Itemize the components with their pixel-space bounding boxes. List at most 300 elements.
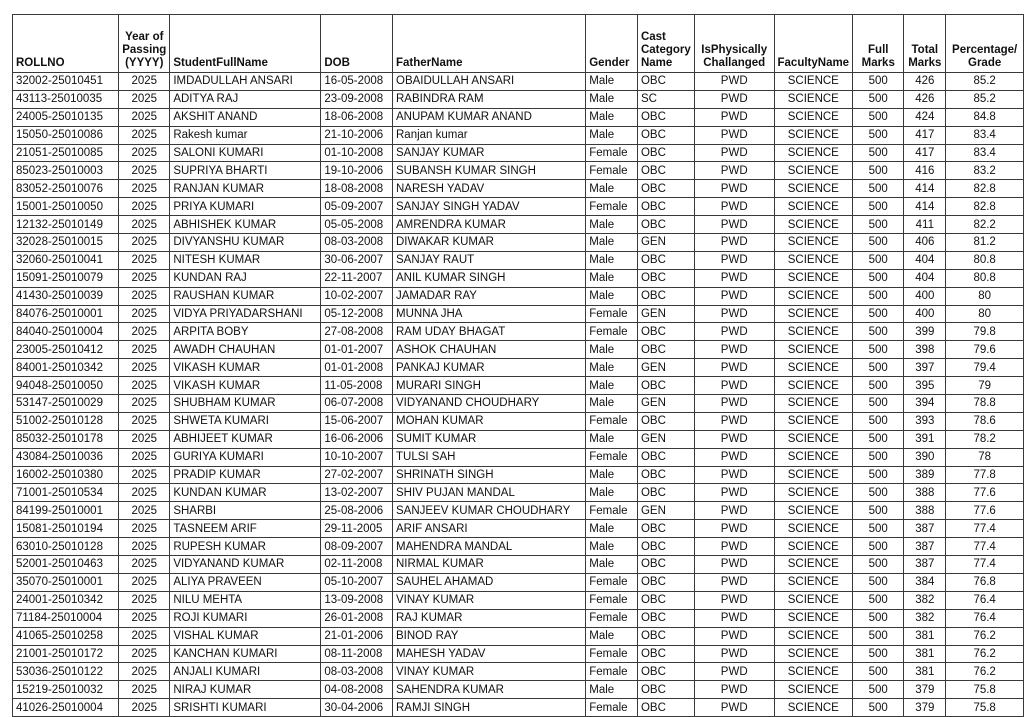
percentage-cell: 76.2 xyxy=(946,645,1024,663)
cast-category-cell: OBC xyxy=(637,609,694,627)
gender-cell: Female xyxy=(586,448,638,466)
cast-category-cell: OBC xyxy=(637,645,694,663)
full-marks-cell: 500 xyxy=(853,90,904,108)
father-name-cell: SUBANSH KUMAR SINGH xyxy=(393,162,586,180)
gender-cell: Male xyxy=(586,538,638,556)
faculty-cell: SCIENCE xyxy=(774,627,853,645)
percentage-cell: 76.4 xyxy=(946,591,1024,609)
faculty-cell: SCIENCE xyxy=(774,663,853,681)
gender-cell: Male xyxy=(586,90,638,108)
dob-cell: 01-10-2008 xyxy=(321,144,393,162)
table-body xyxy=(13,73,1024,717)
total-marks-cell: 414 xyxy=(904,180,946,198)
rollno-cell: 84040-25010004 xyxy=(13,323,119,341)
physically-challanged-cell: PWD xyxy=(694,627,774,645)
percentage-cell: 80.8 xyxy=(946,269,1024,287)
student-name-cell: SHUBHAM KUMAR xyxy=(170,395,321,413)
student-name-cell: RUPESH KUMAR xyxy=(170,538,321,556)
full-marks-cell: 500 xyxy=(853,359,904,377)
physically-challanged-cell: PWD xyxy=(694,90,774,108)
cast-category-cell: GEN xyxy=(637,502,694,520)
gender-cell: Female xyxy=(586,198,638,216)
rollno-cell: 23005-25010412 xyxy=(13,341,119,359)
full-marks-cell: 500 xyxy=(853,520,904,538)
student-name-cell: NILU MEHTA xyxy=(170,591,321,609)
year-cell: 2025 xyxy=(119,251,170,269)
rollno-cell: 71001-25010534 xyxy=(13,484,119,502)
physically-challanged-cell: PWD xyxy=(694,395,774,413)
physically-challanged-cell: PWD xyxy=(694,234,774,252)
cast-category-cell: GEN xyxy=(637,305,694,323)
year-cell: 2025 xyxy=(119,627,170,645)
year-cell: 2025 xyxy=(119,591,170,609)
full-marks-cell: 500 xyxy=(853,180,904,198)
dob-cell: 30-06-2007 xyxy=(321,251,393,269)
father-name-cell: BINOD RAY xyxy=(393,627,586,645)
percentage-cell: 75.8 xyxy=(946,699,1024,717)
col-header-cast-category: Cast Category Name xyxy=(637,15,694,73)
percentage-cell: 78 xyxy=(946,448,1024,466)
year-cell: 2025 xyxy=(119,73,170,91)
rollno-cell: 53036-25010122 xyxy=(13,663,119,681)
faculty-cell: SCIENCE xyxy=(774,645,853,663)
table-row xyxy=(13,287,1024,305)
father-name-cell: SANJEEV KUMAR CHOUDHARY xyxy=(393,502,586,520)
dob-cell: 13-09-2008 xyxy=(321,591,393,609)
gender-cell: Male xyxy=(586,216,638,234)
cast-category-cell: OBC xyxy=(637,108,694,126)
full-marks-cell: 500 xyxy=(853,144,904,162)
rollno-cell: 15050-25010086 xyxy=(13,126,119,144)
physically-challanged-cell: PWD xyxy=(694,359,774,377)
faculty-cell: SCIENCE xyxy=(774,466,853,484)
table-row xyxy=(13,216,1024,234)
year-cell: 2025 xyxy=(119,502,170,520)
father-name-cell: SANJAY RAUT xyxy=(393,251,586,269)
father-name-cell: MOHAN KUMAR xyxy=(393,412,586,430)
gender-cell: Male xyxy=(586,234,638,252)
cast-category-cell: OBC xyxy=(637,699,694,717)
faculty-cell: SCIENCE xyxy=(774,395,853,413)
year-cell: 2025 xyxy=(119,108,170,126)
total-marks-cell: 397 xyxy=(904,359,946,377)
rollno-cell: 35070-25010001 xyxy=(13,573,119,591)
table-row xyxy=(13,269,1024,287)
rollno-cell: 24005-25010135 xyxy=(13,108,119,126)
student-name-cell: SALONI KUMARI xyxy=(170,144,321,162)
physically-challanged-cell: PWD xyxy=(694,73,774,91)
col-header-father-name: FatherName xyxy=(393,15,586,73)
father-name-cell: TULSI SAH xyxy=(393,448,586,466)
table-row xyxy=(13,484,1024,502)
total-marks-cell: 381 xyxy=(904,663,946,681)
gender-cell: Male xyxy=(586,466,638,484)
cast-category-cell: OBC xyxy=(637,377,694,395)
gender-cell: Female xyxy=(586,591,638,609)
rollno-cell: 15091-25010079 xyxy=(13,269,119,287)
rollno-cell: 32060-25010041 xyxy=(13,251,119,269)
dob-cell: 30-04-2006 xyxy=(321,699,393,717)
cast-category-cell: OBC xyxy=(637,251,694,269)
dob-cell: 01-01-2007 xyxy=(321,341,393,359)
student-name-cell: ABHISHEK KUMAR xyxy=(170,216,321,234)
cast-category-cell: GEN xyxy=(637,430,694,448)
dob-cell: 18-06-2008 xyxy=(321,108,393,126)
dob-cell: 06-07-2008 xyxy=(321,395,393,413)
total-marks-cell: 404 xyxy=(904,269,946,287)
gender-cell: Female xyxy=(586,609,638,627)
student-name-cell: PRIYA KUMARI xyxy=(170,198,321,216)
full-marks-cell: 500 xyxy=(853,699,904,717)
father-name-cell: RABINDRA RAM xyxy=(393,90,586,108)
cast-category-cell: GEN xyxy=(637,395,694,413)
table-row xyxy=(13,645,1024,663)
rollno-cell: 32002-25010451 xyxy=(13,73,119,91)
physically-challanged-cell: PWD xyxy=(694,108,774,126)
faculty-cell: SCIENCE xyxy=(774,430,853,448)
year-cell: 2025 xyxy=(119,663,170,681)
father-name-cell: MAHESH YADAV xyxy=(393,645,586,663)
dob-cell: 23-09-2008 xyxy=(321,90,393,108)
year-cell: 2025 xyxy=(119,609,170,627)
gender-cell: Female xyxy=(586,305,638,323)
gender-cell: Female xyxy=(586,645,638,663)
full-marks-cell: 500 xyxy=(853,395,904,413)
rollno-cell: 53147-25010029 xyxy=(13,395,119,413)
table-row xyxy=(13,126,1024,144)
full-marks-cell: 500 xyxy=(853,269,904,287)
results-table xyxy=(12,14,1024,717)
year-cell: 2025 xyxy=(119,430,170,448)
total-marks-cell: 387 xyxy=(904,538,946,556)
dob-cell: 22-11-2007 xyxy=(321,269,393,287)
cast-category-cell: OBC xyxy=(637,448,694,466)
table-row xyxy=(13,627,1024,645)
rollno-cell: 41065-25010258 xyxy=(13,627,119,645)
dob-cell: 01-01-2008 xyxy=(321,359,393,377)
table-row xyxy=(13,412,1024,430)
year-cell: 2025 xyxy=(119,216,170,234)
col-header-total-marks: Total Marks xyxy=(904,15,946,73)
rollno-cell: 24001-25010342 xyxy=(13,591,119,609)
rollno-cell: 63010-25010128 xyxy=(13,538,119,556)
student-name-cell: ARPITA BOBY xyxy=(170,323,321,341)
father-name-cell: PANKAJ KUMAR xyxy=(393,359,586,377)
gender-cell: Male xyxy=(586,251,638,269)
full-marks-cell: 500 xyxy=(853,484,904,502)
table-row xyxy=(13,538,1024,556)
year-cell: 2025 xyxy=(119,198,170,216)
total-marks-cell: 424 xyxy=(904,108,946,126)
percentage-cell: 77.6 xyxy=(946,502,1024,520)
table-row xyxy=(13,609,1024,627)
father-name-cell: SAUHEL AHAMAD xyxy=(393,573,586,591)
full-marks-cell: 500 xyxy=(853,466,904,484)
percentage-cell: 82.8 xyxy=(946,180,1024,198)
col-header-dob: DOB xyxy=(321,15,393,73)
year-cell: 2025 xyxy=(119,234,170,252)
student-name-cell: ROJI KUMARI xyxy=(170,609,321,627)
percentage-cell: 76.2 xyxy=(946,663,1024,681)
student-name-cell: AKSHIT ANAND xyxy=(170,108,321,126)
rollno-cell: 84001-25010342 xyxy=(13,359,119,377)
faculty-cell: SCIENCE xyxy=(774,681,853,699)
table-row xyxy=(13,323,1024,341)
percentage-cell: 76.8 xyxy=(946,573,1024,591)
father-name-cell: ARIF ANSARI xyxy=(393,520,586,538)
student-name-cell: RAUSHAN KUMAR xyxy=(170,287,321,305)
percentage-cell: 75.8 xyxy=(946,681,1024,699)
cast-category-cell: OBC xyxy=(637,538,694,556)
year-cell: 2025 xyxy=(119,323,170,341)
student-name-cell: IMDADULLAH ANSARI xyxy=(170,73,321,91)
faculty-cell: SCIENCE xyxy=(774,556,853,574)
table-header xyxy=(13,15,1024,73)
total-marks-cell: 414 xyxy=(904,198,946,216)
total-marks-cell: 426 xyxy=(904,73,946,91)
rollno-cell: 32028-25010015 xyxy=(13,234,119,252)
dob-cell: 27-08-2008 xyxy=(321,323,393,341)
gender-cell: Male xyxy=(586,681,638,699)
physically-challanged-cell: PWD xyxy=(694,645,774,663)
student-name-cell: DIVYANSHU KUMAR xyxy=(170,234,321,252)
faculty-cell: SCIENCE xyxy=(774,538,853,556)
percentage-cell: 79.4 xyxy=(946,359,1024,377)
faculty-cell: SCIENCE xyxy=(774,269,853,287)
dob-cell: 08-03-2008 xyxy=(321,234,393,252)
cast-category-cell: OBC xyxy=(637,663,694,681)
full-marks-cell: 500 xyxy=(853,502,904,520)
cast-category-cell: OBC xyxy=(637,126,694,144)
student-name-cell: NITESH KUMAR xyxy=(170,251,321,269)
gender-cell: Female xyxy=(586,323,638,341)
table-row xyxy=(13,377,1024,395)
total-marks-cell: 398 xyxy=(904,341,946,359)
physically-challanged-cell: PWD xyxy=(694,180,774,198)
year-cell: 2025 xyxy=(119,645,170,663)
full-marks-cell: 500 xyxy=(853,556,904,574)
table-row xyxy=(13,180,1024,198)
student-name-cell: KANCHAN KUMARI xyxy=(170,645,321,663)
faculty-cell: SCIENCE xyxy=(774,162,853,180)
full-marks-cell: 500 xyxy=(853,645,904,663)
percentage-cell: 77.4 xyxy=(946,556,1024,574)
cast-category-cell: OBC xyxy=(637,627,694,645)
full-marks-cell: 500 xyxy=(853,627,904,645)
year-cell: 2025 xyxy=(119,144,170,162)
col-header-year: Year of Passing (YYYY) xyxy=(119,15,170,73)
physically-challanged-cell: PWD xyxy=(694,556,774,574)
dob-cell: 08-03-2008 xyxy=(321,663,393,681)
rollno-cell: 85023-25010003 xyxy=(13,162,119,180)
full-marks-cell: 500 xyxy=(853,681,904,699)
percentage-cell: 85.2 xyxy=(946,90,1024,108)
table-row xyxy=(13,198,1024,216)
table-row xyxy=(13,466,1024,484)
percentage-cell: 81.2 xyxy=(946,234,1024,252)
rollno-cell: 83052-25010076 xyxy=(13,180,119,198)
faculty-cell: SCIENCE xyxy=(774,144,853,162)
total-marks-cell: 400 xyxy=(904,305,946,323)
rollno-cell: 15001-25010050 xyxy=(13,198,119,216)
cast-category-cell: OBC xyxy=(637,412,694,430)
father-name-cell: SANJAY SINGH YADAV xyxy=(393,198,586,216)
year-cell: 2025 xyxy=(119,556,170,574)
full-marks-cell: 500 xyxy=(853,108,904,126)
faculty-cell: SCIENCE xyxy=(774,108,853,126)
percentage-cell: 79.8 xyxy=(946,323,1024,341)
full-marks-cell: 500 xyxy=(853,591,904,609)
total-marks-cell: 387 xyxy=(904,556,946,574)
dob-cell: 16-06-2006 xyxy=(321,430,393,448)
year-cell: 2025 xyxy=(119,180,170,198)
father-name-cell: ANUPAM KUMAR ANAND xyxy=(393,108,586,126)
gender-cell: Male xyxy=(586,359,638,377)
rollno-cell: 94048-25010050 xyxy=(13,377,119,395)
father-name-cell: RAM UDAY BHAGAT xyxy=(393,323,586,341)
physically-challanged-cell: PWD xyxy=(694,377,774,395)
full-marks-cell: 500 xyxy=(853,73,904,91)
full-marks-cell: 500 xyxy=(853,341,904,359)
dob-cell: 05-05-2008 xyxy=(321,216,393,234)
percentage-cell: 85.2 xyxy=(946,73,1024,91)
physically-challanged-cell: PWD xyxy=(694,412,774,430)
student-name-cell: VISHAL KUMAR xyxy=(170,627,321,645)
gender-cell: Male xyxy=(586,556,638,574)
total-marks-cell: 382 xyxy=(904,591,946,609)
student-name-cell: VIDYA PRIYADARSHANI xyxy=(170,305,321,323)
father-name-cell: DIWAKAR KUMAR xyxy=(393,234,586,252)
physically-challanged-cell: PWD xyxy=(694,269,774,287)
faculty-cell: SCIENCE xyxy=(774,341,853,359)
full-marks-cell: 500 xyxy=(853,538,904,556)
physically-challanged-cell: PWD xyxy=(694,663,774,681)
year-cell: 2025 xyxy=(119,377,170,395)
percentage-cell: 79 xyxy=(946,377,1024,395)
table-row xyxy=(13,681,1024,699)
faculty-cell: SCIENCE xyxy=(774,287,853,305)
rollno-cell: 84076-25010001 xyxy=(13,305,119,323)
full-marks-cell: 500 xyxy=(853,234,904,252)
rollno-cell: 41026-25010004 xyxy=(13,699,119,717)
dob-cell: 21-10-2006 xyxy=(321,126,393,144)
full-marks-cell: 500 xyxy=(853,287,904,305)
table-row xyxy=(13,251,1024,269)
percentage-cell: 80 xyxy=(946,305,1024,323)
full-marks-cell: 500 xyxy=(853,573,904,591)
percentage-cell: 77.6 xyxy=(946,484,1024,502)
cast-category-cell: OBC xyxy=(637,681,694,699)
col-header-gender: Gender xyxy=(586,15,638,73)
table-row xyxy=(13,341,1024,359)
dob-cell: 16-05-2008 xyxy=(321,73,393,91)
table-row xyxy=(13,699,1024,717)
percentage-cell: 79.6 xyxy=(946,341,1024,359)
rollno-cell: 21051-25010085 xyxy=(13,144,119,162)
student-name-cell: VIKASH KUMAR xyxy=(170,359,321,377)
student-name-cell: KUNDAN KUMAR xyxy=(170,484,321,502)
physically-challanged-cell: PWD xyxy=(694,591,774,609)
faculty-cell: SCIENCE xyxy=(774,90,853,108)
student-name-cell: SRISHTI KUMARI xyxy=(170,699,321,717)
year-cell: 2025 xyxy=(119,126,170,144)
physically-challanged-cell: PWD xyxy=(694,609,774,627)
student-name-cell: SUPRIYA BHARTI xyxy=(170,162,321,180)
student-name-cell: ADITYA RAJ xyxy=(170,90,321,108)
total-marks-cell: 406 xyxy=(904,234,946,252)
gender-cell: Male xyxy=(586,287,638,305)
table-row xyxy=(13,144,1024,162)
rollno-cell: 12132-25010149 xyxy=(13,216,119,234)
physically-challanged-cell: PWD xyxy=(694,162,774,180)
percentage-cell: 77.8 xyxy=(946,466,1024,484)
full-marks-cell: 500 xyxy=(853,412,904,430)
rollno-cell: 85032-25010178 xyxy=(13,430,119,448)
dob-cell: 05-12-2008 xyxy=(321,305,393,323)
student-name-cell: Rakesh kumar xyxy=(170,126,321,144)
rollno-cell: 43113-25010035 xyxy=(13,90,119,108)
percentage-cell: 76.4 xyxy=(946,609,1024,627)
cast-category-cell: OBC xyxy=(637,216,694,234)
year-cell: 2025 xyxy=(119,162,170,180)
percentage-cell: 77.4 xyxy=(946,538,1024,556)
faculty-cell: SCIENCE xyxy=(774,520,853,538)
year-cell: 2025 xyxy=(119,305,170,323)
table-row xyxy=(13,90,1024,108)
student-name-cell: NIRAJ KUMAR xyxy=(170,681,321,699)
year-cell: 2025 xyxy=(119,359,170,377)
percentage-cell: 83.4 xyxy=(946,144,1024,162)
gender-cell: Female xyxy=(586,162,638,180)
col-header-rollno: ROLLNO xyxy=(13,15,119,73)
physically-challanged-cell: PWD xyxy=(694,681,774,699)
percentage-cell: 83.4 xyxy=(946,126,1024,144)
cast-category-cell: OBC xyxy=(637,484,694,502)
physically-challanged-cell: PWD xyxy=(694,484,774,502)
total-marks-cell: 399 xyxy=(904,323,946,341)
rollno-cell: 16002-25010380 xyxy=(13,466,119,484)
physically-challanged-cell: PWD xyxy=(694,216,774,234)
total-marks-cell: 381 xyxy=(904,645,946,663)
faculty-cell: SCIENCE xyxy=(774,591,853,609)
dob-cell: 25-08-2006 xyxy=(321,502,393,520)
year-cell: 2025 xyxy=(119,699,170,717)
physically-challanged-cell: PWD xyxy=(694,538,774,556)
table-row xyxy=(13,573,1024,591)
col-header-percentage: Percentage/ Grade xyxy=(946,15,1024,73)
full-marks-cell: 500 xyxy=(853,162,904,180)
student-name-cell: ABHIJEET KUMAR xyxy=(170,430,321,448)
student-name-cell: KUNDAN RAJ xyxy=(170,269,321,287)
physically-challanged-cell: PWD xyxy=(694,448,774,466)
cast-category-cell: GEN xyxy=(637,234,694,252)
percentage-cell: 77.4 xyxy=(946,520,1024,538)
table-row xyxy=(13,73,1024,91)
full-marks-cell: 500 xyxy=(853,305,904,323)
student-name-cell: ALIYA PRAVEEN xyxy=(170,573,321,591)
year-cell: 2025 xyxy=(119,538,170,556)
faculty-cell: SCIENCE xyxy=(774,198,853,216)
physically-challanged-cell: PWD xyxy=(694,466,774,484)
full-marks-cell: 500 xyxy=(853,430,904,448)
col-header-student-name: StudentFullName xyxy=(170,15,321,73)
year-cell: 2025 xyxy=(119,466,170,484)
table-row xyxy=(13,591,1024,609)
year-cell: 2025 xyxy=(119,90,170,108)
faculty-cell: SCIENCE xyxy=(774,412,853,430)
gender-cell: Male xyxy=(586,520,638,538)
father-name-cell: SUMIT KUMAR xyxy=(393,430,586,448)
